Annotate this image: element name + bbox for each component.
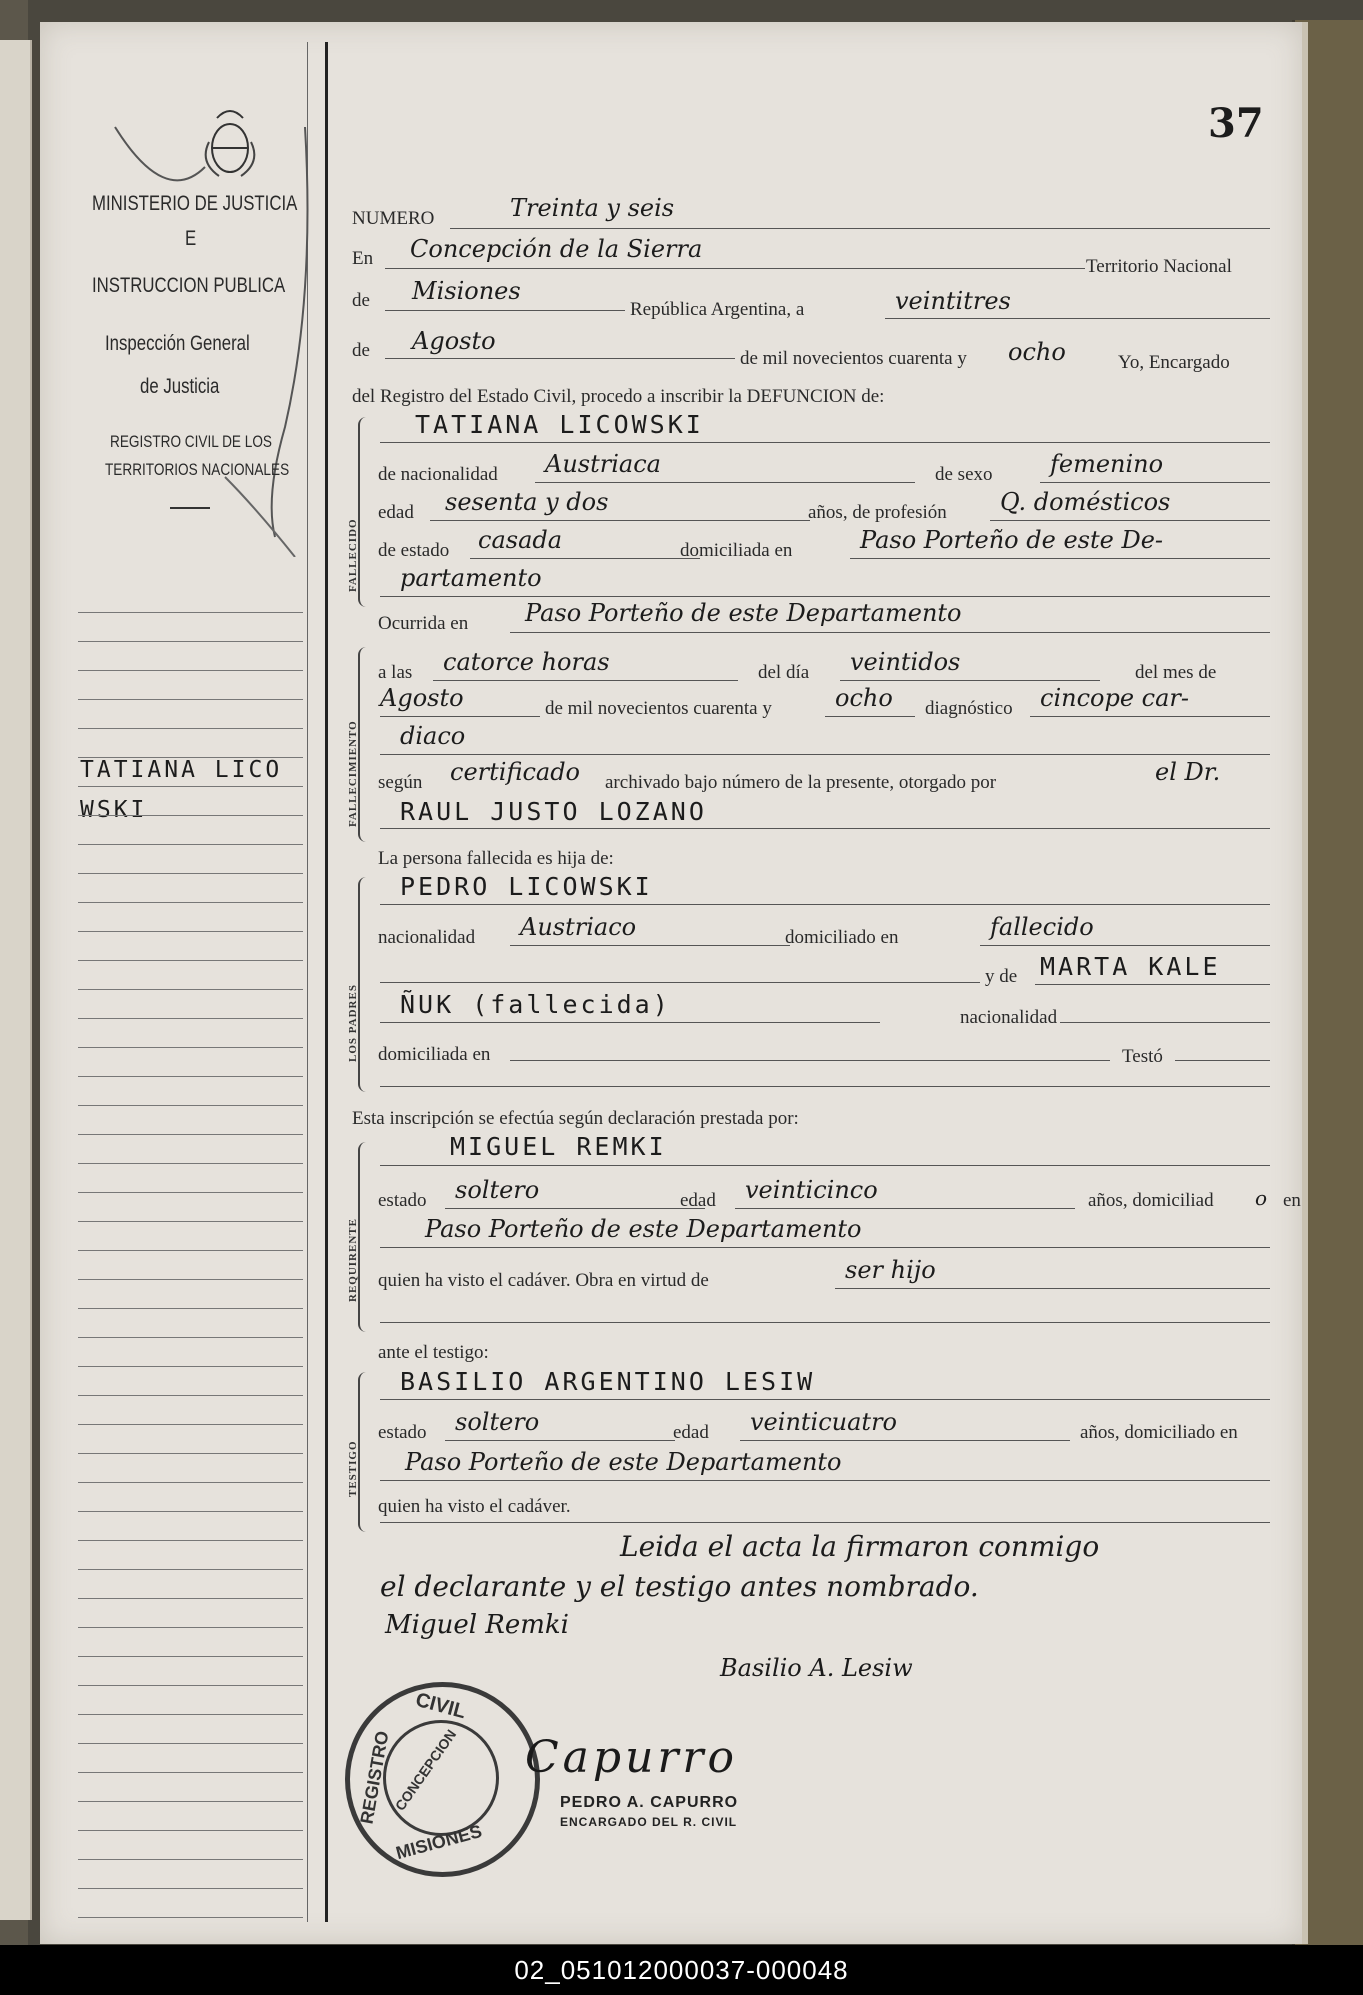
- madre-nacionalidad-line: [1060, 1022, 1270, 1023]
- stamp-left-text: REGISTRO: [356, 1729, 393, 1826]
- testigo-domicilio-value: Paso Porteño de este Departamento: [405, 1448, 842, 1476]
- domicilio-value: Paso Porteño de este De-: [860, 526, 1163, 554]
- fallecimiento-brace: [358, 647, 366, 842]
- testigo-edad-label: edad: [673, 1422, 709, 1443]
- requirente-name-line: [380, 1165, 1270, 1166]
- domicilio-line-2: [380, 596, 1270, 597]
- testigo-name-line: [380, 1399, 1270, 1400]
- doctor-line: [380, 828, 1270, 829]
- madre-name-line-2: ÑUK (fallecida): [400, 990, 671, 1019]
- requirente-edad-line: [735, 1208, 1075, 1209]
- padres-section-label: LOS PADRES: [347, 984, 359, 1062]
- sidebar-rule-line: [78, 641, 303, 642]
- sexo-value: femenino: [1050, 450, 1164, 478]
- sidebar-rule-line: [78, 1917, 303, 1918]
- fallecimiento-section-label: FALLECIMIENTO: [347, 720, 359, 827]
- y-de-label: y de: [985, 966, 1018, 987]
- diagnostico-line: [1030, 716, 1270, 717]
- padre-nacionalidad-value: Austriaco: [520, 913, 637, 941]
- dia-value-fallecimiento: veintidos: [850, 648, 961, 676]
- fallecido-brace: [358, 417, 366, 607]
- mes-value: Agosto: [412, 327, 496, 355]
- margin-flourish-icon: [85, 97, 335, 557]
- sidebar-rule-line: [78, 1221, 303, 1222]
- en-line: [385, 268, 1085, 269]
- requirente-section-label: REQUIRENTE: [347, 1218, 359, 1302]
- yo-label: Yo, Encargado: [1118, 352, 1230, 373]
- en-label: En: [352, 248, 374, 269]
- page-number: 37: [1208, 100, 1264, 147]
- testigo-domicilio-line: [380, 1480, 1270, 1481]
- sidebar-rule-line: [78, 1366, 303, 1367]
- numero-label: NUMERO: [352, 208, 435, 229]
- profesion-label: años, de profesión: [808, 502, 947, 523]
- madre-nacionalidad-label: nacionalidad: [960, 1007, 1058, 1028]
- anio-value: ocho: [1008, 338, 1066, 366]
- sidebar-rule-line: [78, 1424, 303, 1425]
- hora-line: [433, 680, 738, 681]
- sidebar-rule-line: [78, 1656, 303, 1657]
- estado-line: [470, 558, 700, 559]
- diagnostico-line-2: [380, 754, 1270, 755]
- sexo-label: de sexo: [935, 464, 993, 485]
- dia-line: [885, 318, 1270, 319]
- closing-line-2: el declarante y el testigo antes nombrado.: [380, 1570, 979, 1603]
- sidebar-dash: [170, 507, 210, 509]
- registry-line-1: REGISTRO CIVIL DE LOS: [110, 432, 272, 451]
- image-caption: 02_051012000037-000048: [0, 1945, 1363, 1995]
- requirente-brace: [358, 1142, 366, 1332]
- ministry-line-2: E: [185, 227, 197, 250]
- stamp-top-text: CIVIL: [413, 1688, 469, 1724]
- numero-line: [450, 228, 1270, 229]
- registro-line: del Registro del Estado Civil, procedo a inscribir la DEFUNCION de:: [352, 386, 885, 407]
- sidebar-rule-line: [78, 989, 303, 990]
- ministry-line-1: MINISTERIO DE JUSTICIA: [92, 192, 298, 215]
- closing-line-1: Leida el acta la firmaron conmigo: [620, 1530, 1100, 1563]
- sidebar-rule-line: [78, 1801, 303, 1802]
- mes-label: de: [352, 340, 370, 361]
- sidebar-rule-line: [78, 844, 303, 845]
- testigo-edad-line: [740, 1440, 1070, 1441]
- testigo-estado-label: estado: [378, 1422, 427, 1443]
- sidebar-rule-line: [78, 902, 303, 903]
- edad-value: sesenta y dos: [445, 488, 609, 516]
- diagnostico-label: diagnóstico: [925, 698, 1013, 719]
- testigo-estado-line: [445, 1440, 675, 1441]
- profesion-value: Q. domésticos: [1000, 488, 1171, 516]
- dia-label: del día: [758, 662, 810, 683]
- sidebar-rule-line: [78, 1105, 303, 1106]
- requirente-name: MIGUEL REMKI: [450, 1132, 667, 1161]
- testigo-estado-value: soltero: [455, 1408, 540, 1436]
- de-value: Misiones: [412, 277, 521, 305]
- sidebar-rule-line: [78, 1714, 303, 1715]
- testigo-intro: ante el testigo:: [378, 1342, 489, 1363]
- sidebar-rule-line: [78, 1337, 303, 1338]
- segun-value: certificado: [450, 758, 581, 786]
- en-value: Concepción de la Sierra: [410, 235, 703, 263]
- segun-label: según: [378, 772, 423, 793]
- anio-value-fallecimiento: ocho: [835, 684, 893, 712]
- padre-name: PEDRO LICOWSKI: [400, 872, 653, 901]
- padre-nacionalidad-label: nacionalidad: [378, 927, 476, 948]
- testigo-section-label: TESTIGO: [347, 1440, 359, 1497]
- requirente-estado-value: soltero: [455, 1176, 540, 1204]
- de-label: de: [352, 290, 370, 311]
- previous-page-edge: [0, 40, 32, 1920]
- sidebar-rule-line: [78, 1888, 303, 1889]
- testo-label: Testó: [1122, 1046, 1163, 1067]
- fallecido-name-line: [380, 442, 1270, 443]
- sidebar-rule-line: [78, 1482, 303, 1483]
- sidebar-rule-line: [78, 757, 303, 758]
- stamp-bottom-text: MISIONES: [393, 1820, 484, 1864]
- officer-name: PEDRO A. CAPURRO: [560, 1794, 739, 1811]
- numero-value: Treinta y seis: [510, 194, 675, 222]
- ministry-line-3: INSTRUCCION PUBLICA: [92, 274, 286, 297]
- profesion-line: [990, 520, 1270, 521]
- mes-value-fallecimiento: Agosto: [380, 684, 464, 712]
- otorgado-value: el Dr.: [1155, 758, 1221, 786]
- domiciliada-label: domiciliada en: [378, 1044, 491, 1065]
- edad-line: [430, 520, 810, 521]
- sidebar-rule-line: [78, 786, 303, 787]
- officer-title: ENCARGADO DEL R. CIVIL: [560, 1815, 738, 1829]
- sidebar-rule-line: [78, 873, 303, 874]
- fallecido-name: TATIANA LICOWSKI: [415, 410, 704, 439]
- sidebar-rule-line: [78, 1830, 303, 1831]
- diagnostico-value: cincope car-: [1040, 684, 1189, 712]
- testigo-brace: [358, 1372, 366, 1532]
- requirente-end-line: [380, 1322, 1270, 1323]
- madre-name-line-1: MARTA KALE: [1040, 952, 1221, 981]
- estado-label: de estado: [378, 540, 450, 561]
- sidebar-rule-line: [78, 612, 303, 613]
- archivado-label: archivado bajo número de la presente, otorgado por: [605, 772, 997, 793]
- sidebar-rule-line: [78, 1279, 303, 1280]
- requirente-en-label: en: [1283, 1190, 1301, 1211]
- diagnostico-value-2: diaco: [400, 722, 466, 750]
- sidebar-rule-line: [78, 1163, 303, 1164]
- sidebar-rule-line: [78, 699, 303, 700]
- padre-nacionalidad-line: [510, 945, 790, 946]
- requirente-estado-label: estado: [378, 1190, 427, 1211]
- nacionalidad-line: [535, 482, 915, 483]
- sidebar-rule-line: [78, 1743, 303, 1744]
- sidebar-rule-line: [78, 931, 303, 932]
- sidebar-rule-line: [78, 1453, 303, 1454]
- sidebar-rule-line: [78, 670, 303, 671]
- sidebar-rule-line: [78, 1192, 303, 1193]
- testigo-visto-label: quien ha visto el cadáver.: [378, 1496, 571, 1517]
- testigo-name: BASILIO ARGENTINO LESIW: [400, 1367, 816, 1396]
- requirente-domicilio-label: años, domiciliad: [1088, 1190, 1214, 1211]
- testigo-signature: Basilio A. Lesiw: [720, 1654, 913, 1682]
- domiciliada-line: [510, 1060, 1110, 1061]
- doctor-name: RAUL JUSTO LOZANO: [400, 797, 707, 826]
- mes-line: [385, 358, 735, 359]
- requirente-virtud-value: ser hijo: [845, 1256, 936, 1284]
- sidebar-rule-line: [78, 1250, 303, 1251]
- ocurrida-line: [510, 632, 1270, 633]
- stamp-center-text: CONCEPCION: [391, 1726, 460, 1814]
- sidebar-rule-line: [78, 1047, 303, 1048]
- padre-line: [380, 904, 1270, 905]
- domicilio-label: domiciliada en: [680, 540, 793, 561]
- territorio-label: Territorio Nacional: [1086, 256, 1232, 277]
- civil-registry-stamp: [345, 1682, 540, 1877]
- padre-blank-line: [380, 982, 980, 983]
- madre-line-1: [1035, 984, 1270, 985]
- testigo-end-line: [380, 1522, 1270, 1523]
- padres-intro: La persona fallecida es hija de:: [378, 848, 614, 869]
- inspection-line-1: Inspección General: [105, 332, 250, 355]
- ocurrida-value: Paso Porteño de este Departamento: [525, 599, 962, 627]
- ocurrida-label: Ocurrida en: [378, 613, 469, 634]
- edad-label: edad: [378, 502, 414, 523]
- sidebar-rule-line: [78, 1598, 303, 1599]
- dia-value: veintitres: [895, 287, 1011, 315]
- declarante-signature: Miguel Remki: [385, 1610, 569, 1640]
- testigo-domicilio-label: años, domiciliado en: [1080, 1422, 1238, 1443]
- anio-line-fallecimiento: [825, 716, 915, 717]
- requirente-virtud-line: [835, 1288, 1270, 1289]
- officer-signature: Capurro: [525, 1732, 738, 1783]
- inspection-line-2: de Justicia: [140, 375, 220, 398]
- requirente-intro: Esta inscripción se efectúa según declaración prestada por:: [352, 1108, 799, 1129]
- sidebar-rule-line: [78, 1772, 303, 1773]
- padres-brace: [358, 877, 366, 1092]
- madre-line-2: [380, 1022, 880, 1023]
- domiciliado-value: fallecido: [990, 913, 1094, 941]
- sidebar-rule-line: [78, 1018, 303, 1019]
- domicilio-line: [850, 558, 1270, 559]
- anio-label: de mil novecientos cuarenta y: [740, 348, 967, 369]
- requirente-edad-value: veinticinco: [745, 1176, 878, 1204]
- fallecido-section-label: FALLECIDO: [347, 518, 359, 592]
- padres-end-line: [380, 1086, 1270, 1087]
- sidebar-rule-line: [78, 960, 303, 961]
- requirente-visto-label: quien ha visto el cadáver. Obra en virtud de: [378, 1270, 709, 1291]
- domiciliado-line: [980, 945, 1270, 946]
- sidebar-rule-line: [78, 1627, 303, 1628]
- sidebar-rule-line: [78, 1511, 303, 1512]
- hora-label: a las: [378, 662, 413, 683]
- sidebar-rule-line: [78, 1076, 303, 1077]
- sidebar-name-line-2: WSKI: [80, 797, 148, 823]
- register-page: [40, 22, 1308, 1944]
- requirente-estado-line: [445, 1208, 705, 1209]
- sidebar-name-line-1: TATIANA LICO: [80, 757, 283, 783]
- nacionalidad-value: Austriaca: [545, 450, 661, 478]
- sidebar-rule-line: [78, 1134, 303, 1135]
- dia-line-fallecimiento: [840, 680, 1100, 681]
- sidebar-rule-line: [78, 1569, 303, 1570]
- nacionalidad-label: de nacionalidad: [378, 464, 498, 485]
- sidebar-rule-line: [78, 1859, 303, 1860]
- sexo-line: [1040, 482, 1270, 483]
- domiciliado-label: domiciliado en: [785, 927, 899, 948]
- mes-line-fallecimiento: [380, 716, 540, 717]
- sidebar-rule-line: [78, 728, 303, 729]
- de-line: [385, 310, 625, 311]
- sidebar-rule-line: [78, 1540, 303, 1541]
- domicilio-value-2: partamento: [400, 564, 542, 592]
- requirente-domicilio-line: [380, 1247, 1270, 1248]
- sidebar-rule-line: [78, 1308, 303, 1309]
- requirente-domicilio-value: Paso Porteño de este Departamento: [425, 1215, 862, 1243]
- mes-label-fallecimiento: del mes de: [1135, 662, 1217, 683]
- sidebar-rule-line: [78, 1395, 303, 1396]
- sidebar-rule-line: [78, 815, 303, 816]
- hora-value: catorce horas: [443, 648, 610, 676]
- requirente-edad-label: edad: [680, 1190, 716, 1211]
- republica-label: República Argentina, a: [630, 299, 805, 320]
- registry-line-2: TERRITORIOS NACIONALES: [105, 460, 290, 479]
- sidebar-rule-line: [78, 1685, 303, 1686]
- requirente-domicilio-suffix: o: [1255, 1186, 1268, 1210]
- testigo-edad-value: veinticuatro: [750, 1408, 897, 1436]
- anio-label-fallecimiento: de mil novecientos cuarenta y: [545, 698, 772, 719]
- testo-line: [1175, 1060, 1270, 1061]
- estado-value: casada: [478, 526, 563, 554]
